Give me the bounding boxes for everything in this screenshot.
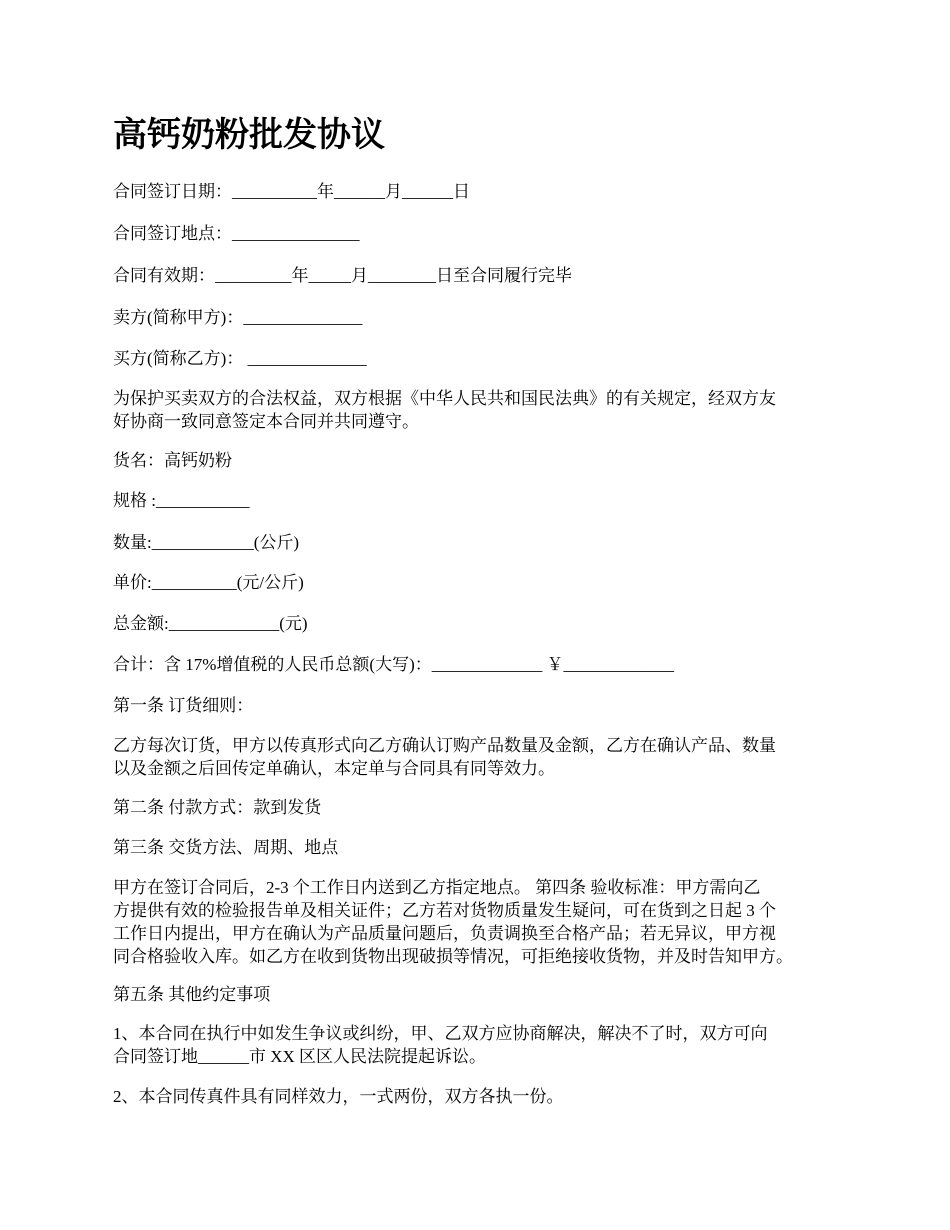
preamble-paragraph: 为保护买卖双方的合法权益，双方根据《中华人民共和国民法典》的有关规定，经双方友 好协商一致同意签定本合同并共同遵守。 — [113, 389, 776, 431]
total-amount-line: 总金额:_____________(元) — [113, 614, 308, 633]
dispute-clause-paragraph: 1、本合同在执行中如发生争议或纠纷，甲、乙双方应协商解决，解决不了时，双方可向 合同签订地______市 XX 区区人民法院提起诉讼。 — [113, 1024, 768, 1066]
document-title: 高钙奶粉批发协议 — [113, 115, 385, 155]
fax-copy-clause: 2、本合同传真件具有同样效力，一式两份，双方各执一份。 — [113, 1087, 564, 1106]
buyer-line: 买方(简称乙方)： ______________ — [113, 349, 367, 368]
article-1-paragraph: 乙方每次订货，甲方以传真形式向乙方确认订购产品数量及金额，乙方在确认产品、数量 以及金额之后回传定单确认，本定单与合同具有同等效力。 — [113, 736, 776, 778]
spec-line: 规格 :___________ — [113, 491, 250, 510]
unit-price-line: 单价:__________(元/公斤) — [113, 573, 304, 592]
article-2-line: 第二条 付款方式：款到发货 — [113, 798, 322, 817]
total-with-tax-line: 合计：含 17%增值税的人民币总额(大写)：_____________ ￥_____________ — [113, 655, 674, 674]
article-1-heading: 第一条 订货细则： — [113, 696, 254, 715]
article-3-4-paragraph: 甲方在签订合同后，2-3 个工作日内送到乙方指定地点。 第四条 验收标准：甲方需向乙 方提供有效的检验报告单及相关证件；乙方若对货物质量发生疑问，可在货到之日起 3 个 工作日内提出，甲方在确认为产品质量问题后，负责调换至合格产品；若无异议，甲方视 同合格验收入库。如乙方在收到货物出现破损等情况，可拒绝接收货物，并及时告知甲方。 — [113, 878, 793, 966]
validity-period-line: 合同有效期：_________年_____月________日至合同履行完毕 — [113, 266, 572, 285]
contract-date-line: 合同签订日期：__________年______月______日 — [113, 182, 470, 201]
contract-place-line: 合同签订地点：_______________ — [113, 224, 360, 243]
goods-name-line: 货名：高钙奶粉 — [113, 451, 232, 470]
seller-line: 卖方(简称甲方)：______________ — [113, 308, 363, 327]
article-5-heading: 第五条 其他约定事项 — [113, 985, 271, 1004]
quantity-line: 数量:____________(公斤) — [113, 533, 300, 552]
article-3-heading: 第三条 交货方法、周期、地点 — [113, 838, 339, 857]
